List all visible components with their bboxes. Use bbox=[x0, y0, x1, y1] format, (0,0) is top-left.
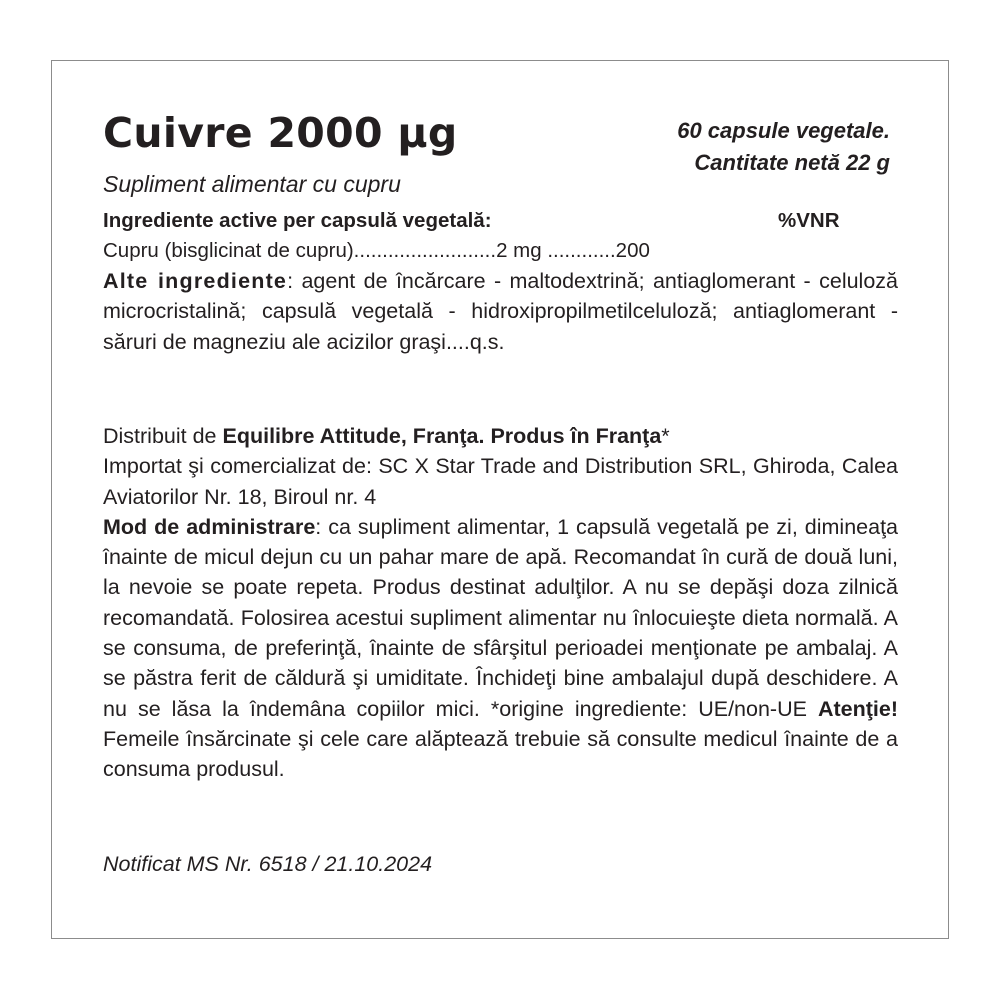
distribution-and-usage bbox=[103, 421, 898, 785]
importer-text: Importat şi comercializat de: SC X Star Trade and Distribution SRL, Ghiroda, Calea Aviatorilor Nr. 18, Biroul nr. 4 bbox=[103, 454, 898, 509]
other-ingredients-label: Alte ingrediente bbox=[103, 269, 288, 293]
distributor-suffix: * bbox=[661, 424, 670, 448]
product-title: Cuivre 2000 µg bbox=[103, 109, 458, 157]
ingredients-header bbox=[103, 206, 898, 236]
distributor-prefix: Distribuit de bbox=[103, 424, 223, 448]
capsule-count: 60 capsule vegetale. bbox=[677, 118, 890, 143]
ingredients-header-label: Ingrediente active per capsulă vegetală bbox=[103, 209, 485, 232]
warning-label: Atenţie! bbox=[817, 696, 898, 721]
administration-text bbox=[103, 512, 898, 785]
ingredient-row-copper: Cupru (bisglicinat de cupru).........................2 mg ............200 bbox=[103, 239, 650, 262]
administration-label: Mod de administrare bbox=[103, 514, 316, 539]
distributor-name: Equilibre Attitude, Franţa. Produs în Franţa bbox=[222, 424, 662, 448]
other-ingredients-text: : agent de încărcare - maltodextrină; antiaglomerant - celuloză microcristalină; capsulă vegetală - hidroxipropilmetilceluloză; antiaglomerant - săruri de magneziu ale acizilor graşi....q.s. bbox=[103, 269, 898, 354]
administration-body: : ca supliment alimentar, 1 capsulă vegetală pe zi, dimineaţa înainte de micul dejun cu un pahar mare de apă. Recomandat în cură de două luni, la nevoie se poate repeta. Produs destinat adulţilor. A nu se depăşi doza zilnică recomandată. Folosirea acestui supliment alimentar nu înlocuieşte dieta normală. A se consuma, de preferinţă, înainte de sfârşitul perioadei menţionate pe ambalaj. A se păstra ferit de căldură şi umiditate. Închideţi bine ambalajul după deschidere. A nu se lăsa la îndemâna copiilor mici. *origine ingrediente: UE/non-UE bbox=[103, 514, 899, 721]
net-quantity: Cantitate netă 22 g bbox=[694, 150, 890, 175]
vnr-label: %VNR bbox=[778, 209, 840, 232]
other-ingredients bbox=[103, 266, 898, 357]
notification-number: Notificat MS Nr. 6518 / 21.10.2024 bbox=[103, 852, 433, 876]
distributor-line bbox=[103, 421, 898, 451]
product-subtitle: Supliment alimentar cu cupru bbox=[103, 171, 401, 197]
package-info bbox=[677, 115, 890, 179]
warning-text: Femeile însărcinate şi cele care alăptează trebuie să consulte medicul înainte de a consuma produsul. bbox=[103, 726, 898, 782]
ingredients-header-colon: : bbox=[484, 209, 492, 232]
